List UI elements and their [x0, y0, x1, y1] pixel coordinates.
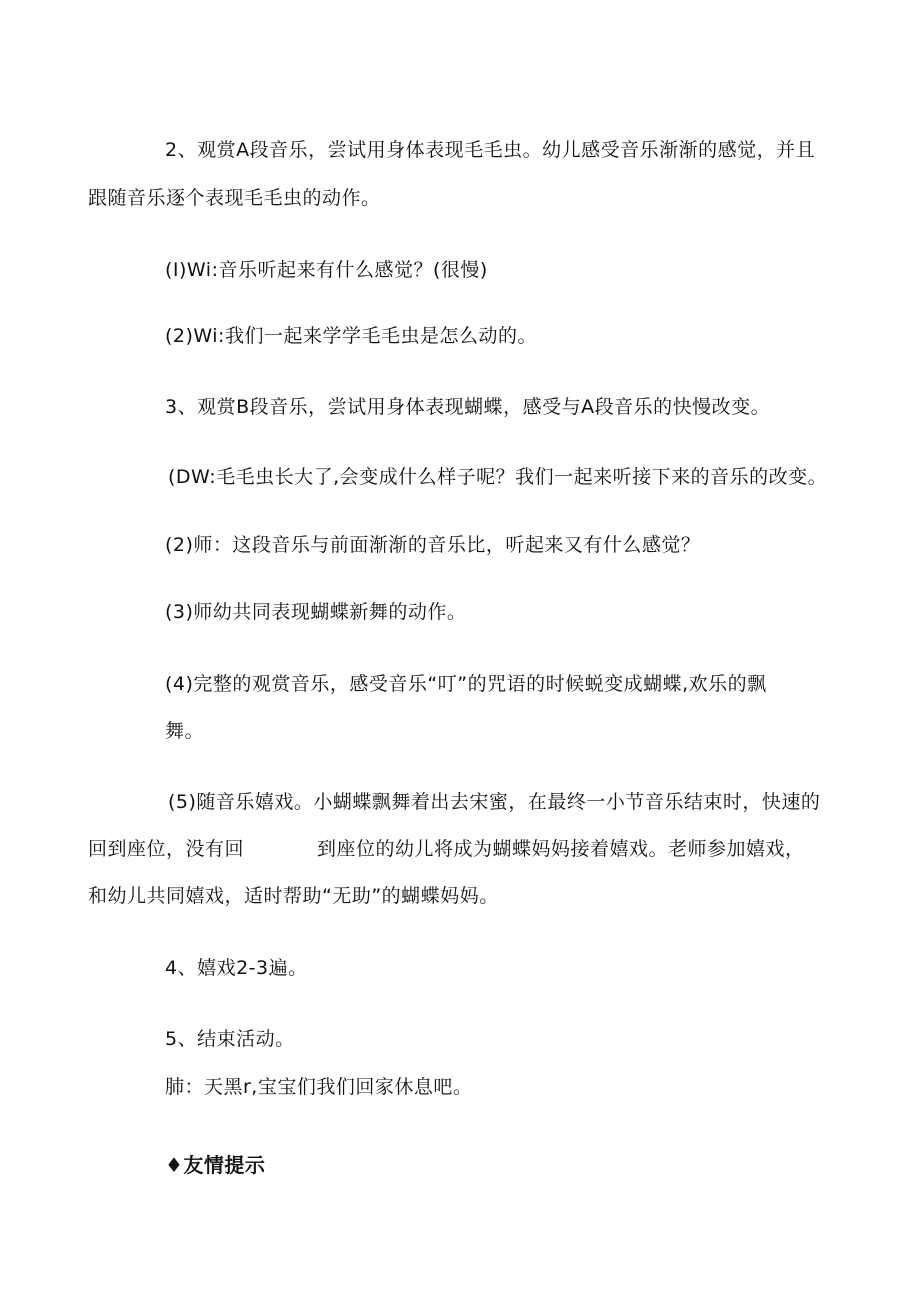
paragraph-b-5-line2b: 到座位的幼儿将成为蝴蝶妈妈接着嬉戏。老师参加嬉戏，: [317, 838, 805, 860]
paragraph-b-1: (DW:毛毛虫长大了,会变成什么样子呢？我们一起来听接下来的音乐的改变。: [168, 466, 828, 488]
paragraph-b-3: (3)师幼共同表现蝴蝶新舞的动作。: [165, 601, 467, 623]
paragraph-step2-line1: 2、观赏A段音乐，尝试用身体表现毛毛虫。幼儿感受音乐渐渐的感觉，并且: [165, 139, 816, 161]
paragraph-step5: 5、结束活动。: [165, 1028, 295, 1050]
paragraph-b-4-line1: (4)完整的观赏音乐，感受音乐“叮”的咒语的时候蜕变成蝴蝶,欢乐的飘: [165, 673, 767, 695]
paragraph-b-4-line2: 舞。: [165, 720, 205, 742]
paragraph-step3: 3、观赏B段音乐，尝试用身体表现蝴蝶，感受与A段音乐的快慢改变。: [165, 396, 771, 418]
paragraph-step2-line2: 跟随音乐逐个表现毛毛虫的动作。: [88, 187, 381, 209]
paragraph-question-2: (2)Wi:我们一起来学学毛毛虫是怎么动的。: [165, 325, 537, 347]
paragraph-question-1: (I)Wi:音乐听起来有什么感觉？(很慢): [165, 259, 488, 281]
paragraph-b-5-line3: 和幼儿共同嬉戏，适时帮助“无助”的蝴蝶妈妈。: [88, 885, 499, 907]
section-heading-tips: ♦友情提示: [165, 1153, 266, 1177]
paragraph-b-5-line1: (5)随音乐嬉戏。小蝴蝶飘舞着出去宋蜜，在最终一小节音乐结束时，快速的: [168, 791, 821, 813]
paragraph-b-2: (2)师：这段音乐与前面渐渐的音乐比，听起来又有什么感觉？: [165, 534, 701, 556]
paragraph-b-5-line2a: 回到座位，没有回: [88, 838, 245, 860]
paragraph-step4: 4、嬉戏2-3遍。: [165, 957, 308, 979]
paragraph-closing: 肺：天黑r,宝宝们我们回家休息吧。: [165, 1076, 473, 1098]
